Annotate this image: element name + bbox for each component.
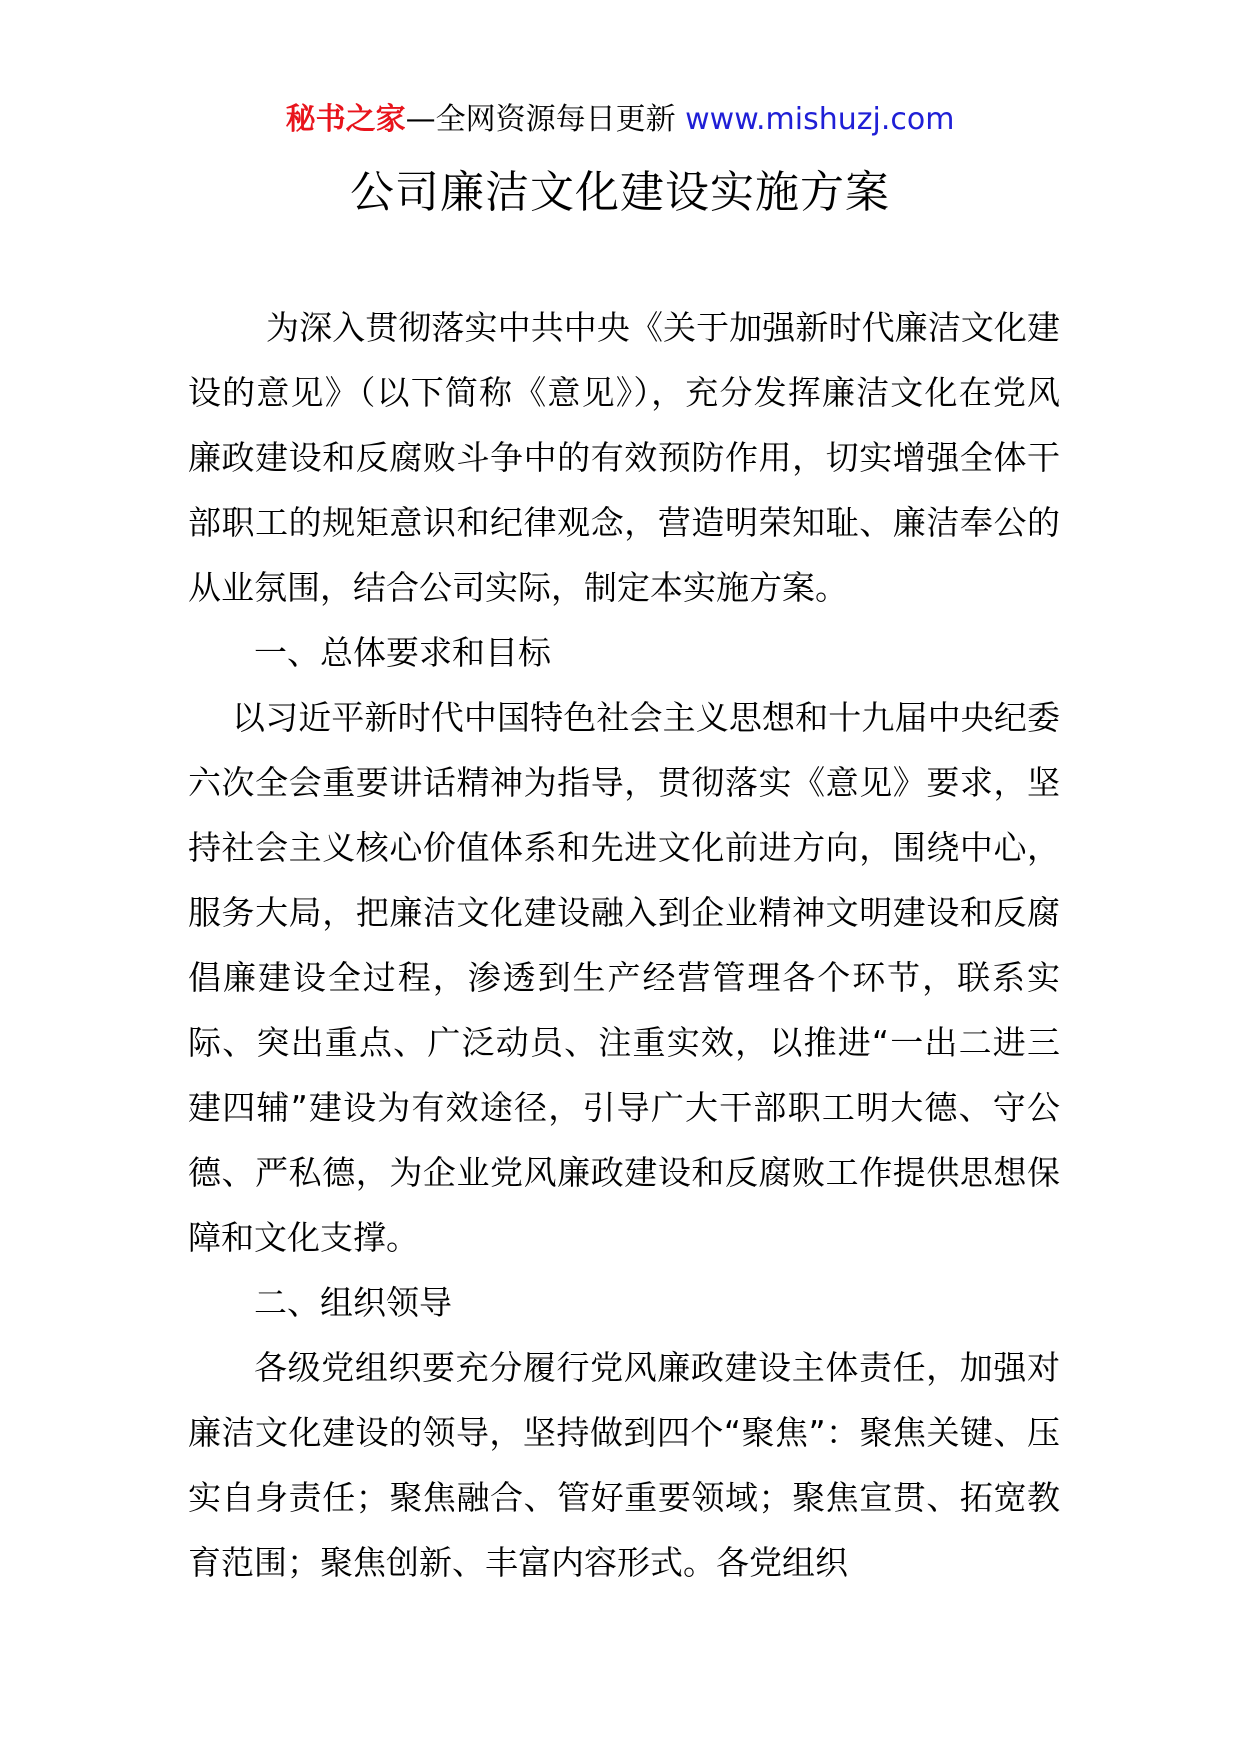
site-tagline: —全网资源每日更新 — [405, 102, 686, 137]
site-header — [0, 100, 1240, 140]
site-url-link[interactable]: www.mishuzj.com — [685, 102, 955, 137]
intro-paragraph: 为深入贯彻落实中共中央《关于加强新时代廉洁文化建设的意见》（以下简称《意见》），充分发挥廉洁文化在党风廉政建设和反腐败斗争中的有效预防作用，切实增强全体干部职工的规矩意识和纪律观念，营造明荣知耻、廉洁奉公的从业氛围，结合公司实际，制定本实施方案。 — [188, 308, 1060, 607]
document-body — [188, 295, 1060, 1595]
section-heading-2: 二、组织领导 — [254, 1283, 452, 1322]
document-title: 公司廉洁文化建设实施方案 — [350, 167, 890, 218]
section-paragraph-2: 各级党组织要充分履行党风廉政建设主体责任，加强对廉洁文化建设的领导，坚持做到四个“聚焦”：聚焦关键、压实自身责任；聚焦融合、管好重要领域；聚焦宣贯、拓宽教育范围；聚焦创新、丰富内容形式。各党组织 — [188, 1348, 1060, 1582]
section-paragraph-1: 以习近平新时代中国特色社会主义思想和十九届中央纪委六次全会重要讲话精神为指导，贯彻落实《意见》要求，坚持社会主义核心价值体系和先进文化前进方向，围绕中心，服务大局，把廉洁文化建设融入到企业精神文明建设和反腐倡廉建设全过程，渗透到生产经营管理各个环节，联系实际、突出重点、广泛动员、注重实效，以推进“一出二进三建四辅”建设为有效途径，引导广大干部职工明大德、守公德、严私德，为企业党风廉政建设和反腐败工作提供思想保障和文化支撑。 — [188, 698, 1060, 1257]
site-brand: 秘书之家 — [285, 102, 406, 137]
section-heading-1: 一、总体要求和目标 — [254, 633, 551, 672]
